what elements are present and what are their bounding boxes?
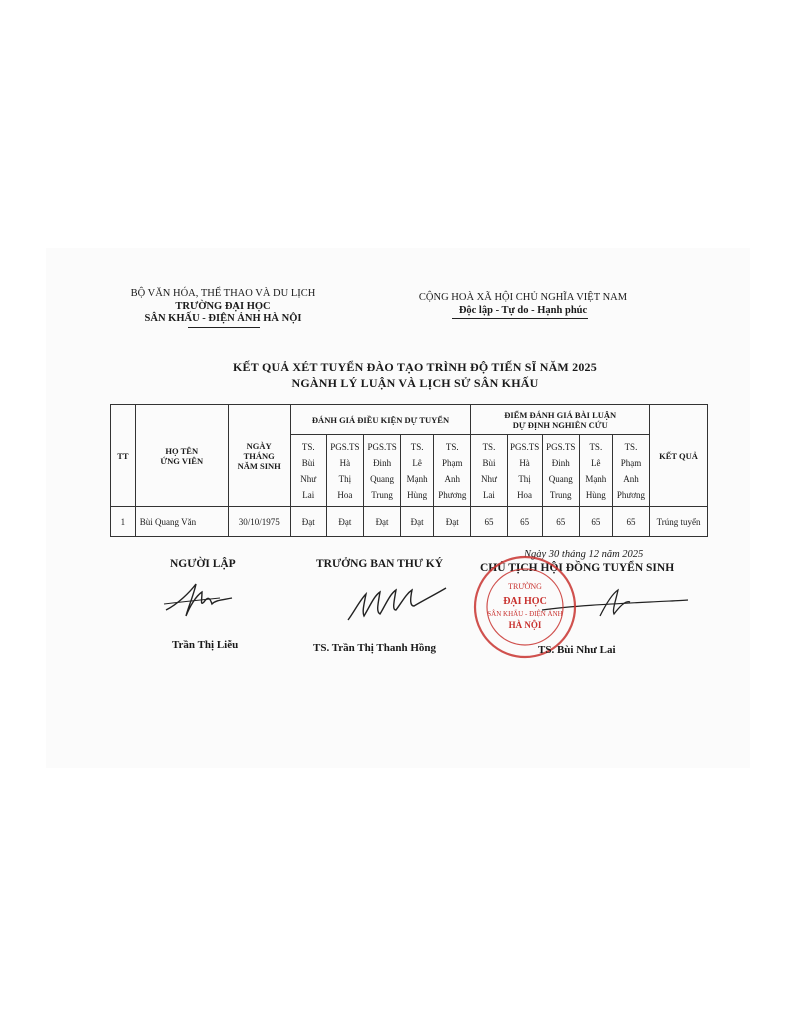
seal-text-2: ĐẠI HỌC (503, 596, 547, 607)
col-tt: TT (111, 405, 136, 507)
eval-judge-1: TS. Bùi Như Lai (290, 435, 326, 507)
document-title: KẾT QUẢ XÉT TUYỂN ĐÀO TẠO TRÌNH ĐỘ TIẾN SĨ NĂM 2025 (233, 360, 597, 374)
col-dob-line3: NĂM SINH (237, 460, 281, 471)
preparer-signature (160, 578, 240, 622)
eval-judge-2: PGS.TS Hà Thị Hoa (326, 435, 363, 507)
seal-text-4: HÀ NỘI (508, 620, 542, 630)
col-result: KẾT QUẢ (650, 405, 708, 507)
header-right (408, 292, 638, 317)
row-tt: 1 (111, 507, 136, 537)
secretary-role: TRƯỞNG BAN THƯ KÝ (316, 558, 444, 570)
score-judge-2: PGS.TS Hà Thị Hoa (507, 435, 542, 507)
chair-role: CHỦ TỊCH HỘI ĐỒNG TUYỂN SINH (480, 562, 675, 574)
row-dob: 30/10/1975 (228, 507, 290, 537)
row-score-5: 65 (612, 507, 649, 537)
group-score-header-line2: DỰ ĐỊNH NGHIÊN CỨU (512, 419, 608, 430)
secretary-signature (340, 582, 450, 626)
document-date: Ngày 30 tháng 12 năm 2025 (524, 549, 644, 560)
header-left (118, 288, 328, 326)
document-subtitle: NGÀNH LÝ LUẬN VÀ LỊCH SỬ SÂN KHẤU (291, 376, 539, 390)
group-score-header-line1: ĐIỂM ĐÁNH GIÁ BÀI LUẬN (504, 409, 617, 420)
seal-text-3: SÂN KHẤU - ĐIỆN ẢNH (487, 610, 563, 618)
row-candidate-name: Bùi Quang Văn (135, 507, 228, 537)
motto: Độc lập - Tự do - Hạnh phúc (458, 304, 588, 316)
seal-text-1: TRƯỜNG (508, 582, 542, 591)
row-score-4: 65 (579, 507, 612, 537)
eval-judge-4: TS. Lê Mạnh Hùng (401, 435, 434, 507)
group-eval-header: ĐÁNH GIÁ ĐIỀU KIỆN DỰ TUYỂN (290, 405, 471, 435)
group-score-header (471, 405, 650, 435)
header-right-underline (452, 318, 588, 319)
col-candidate-name-line1: HỌ TÊN (165, 445, 199, 456)
score-judge-3: PGS.TS Đinh Quang Trung (542, 435, 579, 507)
university-name-line2: SÂN KHẤU - ĐIỆN ẢNH HÀ NỘI (144, 313, 302, 324)
score-judge-1: TS. Bùi Như Lai (471, 435, 507, 507)
header-left-underline (188, 327, 260, 328)
col-dob-line2: THÁNG (243, 450, 275, 461)
row-eval-4: Đạt (401, 507, 434, 537)
row-score-3: 65 (542, 507, 579, 537)
row-eval-5: Đạt (434, 507, 471, 537)
republic-name: CỘNG HOÀ XÃ HỘI CHỦ NGHĨA VIỆT NAM (418, 292, 628, 303)
preparer-name: Trần Thị Liễu (172, 639, 239, 651)
row-score-2: 65 (507, 507, 542, 537)
eval-judge-5: TS. Phạm Anh Phương (434, 435, 471, 507)
col-dob (228, 405, 290, 507)
row-score-1: 65 (471, 507, 507, 537)
score-judge-5: TS. Phạm Anh Phương (612, 435, 649, 507)
university-name-line1: TRƯỜNG ĐẠI HỌC (175, 300, 271, 312)
secretary-name: TS. Trần Thị Thanh Hồng (313, 642, 437, 654)
col-candidate-name-line2: ỨNG VIÊN (160, 455, 204, 466)
col-dob-line1: NGÀY (246, 440, 272, 451)
row-eval-3: Đạt (363, 507, 400, 537)
ministry-name: BỘ VĂN HÓA, THỂ THAO VÀ DU LỊCH (130, 288, 316, 299)
row-result: Trúng tuyển (650, 507, 708, 537)
chair-name: TS. Bùi Như Lai (538, 644, 616, 656)
eval-judge-3: PGS.TS Đinh Quang Trung (363, 435, 400, 507)
row-eval-1: Đạt (290, 507, 326, 537)
col-candidate-name (135, 405, 228, 507)
score-judge-4: TS. Lê Mạnh Hùng (579, 435, 612, 507)
table-row (111, 507, 708, 537)
results-table (110, 404, 708, 537)
preparer-role: NGƯỜI LẬP (170, 558, 236, 570)
row-eval-2: Đạt (326, 507, 363, 537)
